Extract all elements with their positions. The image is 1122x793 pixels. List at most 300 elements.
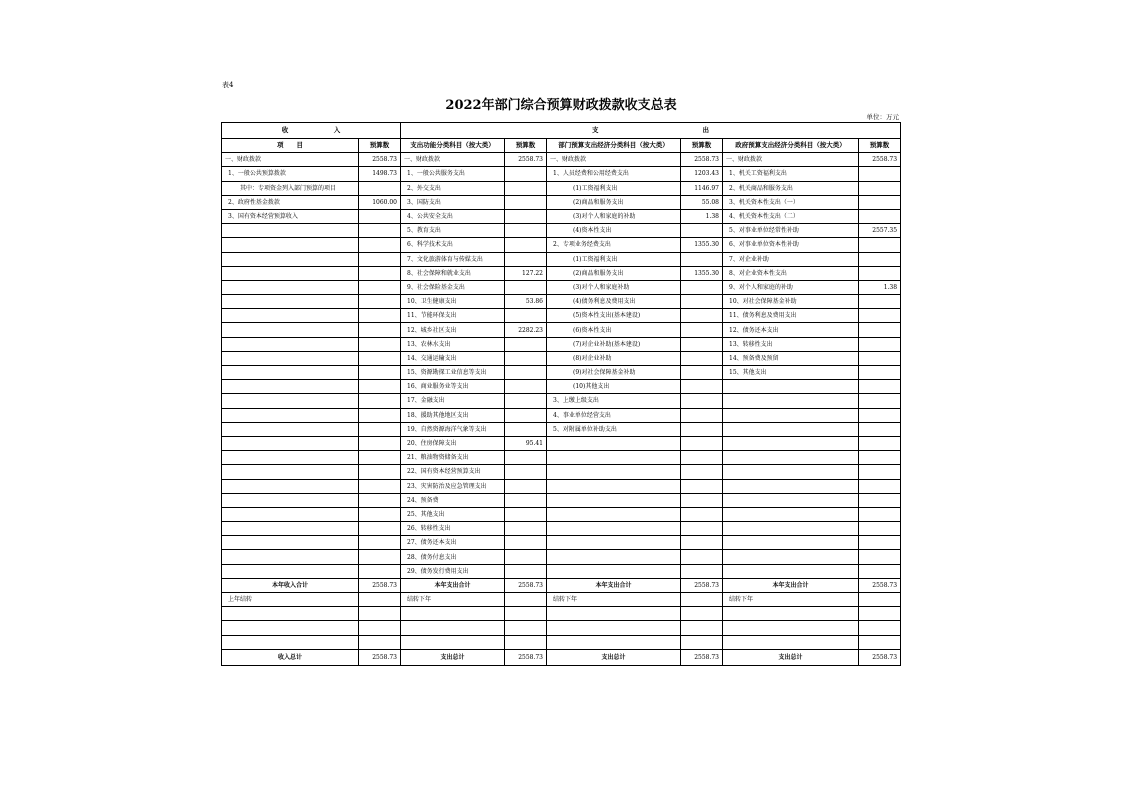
- budget-value-cell: [859, 564, 901, 578]
- budget-value-cell: [359, 522, 401, 536]
- budget-value-cell: [859, 522, 901, 536]
- budget-value-cell: [359, 507, 401, 521]
- empty-cell: [547, 621, 681, 635]
- budget-value-cell: 2558.73: [359, 578, 401, 592]
- budget-value-cell: [681, 479, 723, 493]
- item-name-cell: [723, 380, 859, 394]
- subtotal-row: [222, 578, 901, 592]
- item-name-cell: 支出总计: [401, 649, 505, 665]
- item-name-cell: 15、其他支出: [723, 366, 859, 380]
- item-name-cell: [723, 536, 859, 550]
- budget-value-cell: [859, 550, 901, 564]
- budget-value-cell: 95.41: [505, 436, 547, 450]
- budget-value-cell: [859, 479, 901, 493]
- blank-row: [222, 635, 901, 649]
- item-name-cell: 收入总计: [222, 649, 359, 665]
- item-name-cell: [222, 366, 359, 380]
- table-row: [222, 436, 901, 450]
- item-name-cell: (3)对个人和家庭的补助: [547, 209, 681, 223]
- budget-value-cell: [359, 351, 401, 365]
- item-name-cell: 17、金融支出: [401, 394, 505, 408]
- income-header: 收 入: [222, 123, 401, 139]
- budget-value-cell: [681, 422, 723, 436]
- item-name-cell: 7、文化旅游体育与传媒支出: [401, 252, 505, 266]
- item-name-cell: 25、其他支出: [401, 507, 505, 521]
- item-name-cell: 8、社会保障和就业支出: [401, 266, 505, 280]
- budget-value-cell: [359, 479, 401, 493]
- item-name-cell: (4)资本性支出: [547, 224, 681, 238]
- item-name-cell: [723, 522, 859, 536]
- budget-value-cell: [505, 451, 547, 465]
- item-name-cell: 3、机关资本性支出（一）: [723, 195, 859, 209]
- table-row: [222, 451, 901, 465]
- item-name-cell: 上年结转: [222, 593, 359, 607]
- budget-value-cell: [859, 593, 901, 607]
- table-row: [222, 309, 901, 323]
- blank-row: [222, 607, 901, 621]
- gov-econ-header: 政府预算支出经济分类科目（按大类）: [723, 139, 859, 153]
- budget-value-cell: 1146.97: [681, 181, 723, 195]
- func-header: 支出功能分类科目（按大类）: [401, 139, 505, 153]
- item-name-cell: 4、机关资本性支出（二）: [723, 209, 859, 223]
- item-name-cell: [547, 564, 681, 578]
- budget-value-cell: [859, 266, 901, 280]
- table-row: [222, 167, 901, 181]
- budget-value-cell: [859, 167, 901, 181]
- item-name-cell: [222, 422, 359, 436]
- item-name-cell: [222, 295, 359, 309]
- item-name-cell: [547, 479, 681, 493]
- budget-value-cell: 53.86: [505, 295, 547, 309]
- table-row: [222, 153, 901, 167]
- budget-value-cell: [681, 593, 723, 607]
- budget-value-cell: [859, 209, 901, 223]
- budget-value-cell: [359, 366, 401, 380]
- item-name-cell: 29、债务发行费用支出: [401, 564, 505, 578]
- item-name-cell: [547, 522, 681, 536]
- budget-value-cell: [859, 309, 901, 323]
- budget-value-cell: [505, 167, 547, 181]
- item-name-cell: 3、国有资本经营预算收入: [222, 209, 359, 223]
- item-name-cell: [547, 436, 681, 450]
- item-name-cell: (8)对企业补助: [547, 351, 681, 365]
- item-name-cell: 13、农林水支出: [401, 337, 505, 351]
- item-name-cell: [222, 238, 359, 252]
- budget-value-cell: [505, 593, 547, 607]
- empty-cell: [222, 635, 359, 649]
- budget-value-cell: [681, 323, 723, 337]
- item-name-cell: 一、财政拨款: [222, 153, 359, 167]
- budget-value-cell: [859, 507, 901, 521]
- budget-value-cell: [859, 366, 901, 380]
- budget-value-cell: [859, 238, 901, 252]
- item-name-cell: [723, 422, 859, 436]
- budget-value-cell: [505, 252, 547, 266]
- budget-value-cell: [359, 238, 401, 252]
- budget-value-cell: 2558.73: [681, 578, 723, 592]
- budget-value-cell: [359, 209, 401, 223]
- item-name-cell: [222, 465, 359, 479]
- item-name-cell: 9、社会保险基金支出: [401, 280, 505, 294]
- budget-header: 预算数: [505, 139, 547, 153]
- budget-table: [221, 122, 901, 666]
- budget-header: 预算数: [359, 139, 401, 153]
- budget-value-cell: [505, 394, 547, 408]
- budget-value-cell: 2558.73: [505, 649, 547, 665]
- item-name-cell: 5、对附属单位补助支出: [547, 422, 681, 436]
- budget-value-cell: [359, 564, 401, 578]
- table-row: [222, 266, 901, 280]
- empty-cell: [359, 607, 401, 621]
- budget-value-cell: [681, 252, 723, 266]
- item-name-cell: 4、事业单位经营支出: [547, 408, 681, 422]
- budget-value-cell: [859, 408, 901, 422]
- table-row: [222, 351, 901, 365]
- item-name-cell: 28、债务付息支出: [401, 550, 505, 564]
- budget-value-cell: [505, 522, 547, 536]
- empty-cell: [681, 621, 723, 635]
- item-name-cell: 3、上缴上级支出: [547, 394, 681, 408]
- table-row: [222, 224, 901, 238]
- budget-value-cell: 2558.73: [859, 153, 901, 167]
- budget-value-cell: [505, 309, 547, 323]
- empty-cell: [723, 635, 859, 649]
- item-name-cell: 27、债务还本支出: [401, 536, 505, 550]
- item-name-cell: [222, 337, 359, 351]
- item-name-cell: 1、一般公共服务支出: [401, 167, 505, 181]
- item-name-cell: [547, 493, 681, 507]
- item-name-cell: 本年支出合计: [401, 578, 505, 592]
- item-name-cell: 23、灾害防治及应急管理支出: [401, 479, 505, 493]
- item-name-cell: 7、对企业补助: [723, 252, 859, 266]
- item-name-cell: 11、债务利息及费用支出: [723, 309, 859, 323]
- item-name-cell: [222, 394, 359, 408]
- budget-value-cell: [359, 394, 401, 408]
- item-name-cell: 结转下年: [723, 593, 859, 607]
- budget-value-cell: 1498.73: [359, 167, 401, 181]
- item-name-cell: [723, 465, 859, 479]
- item-name-cell: [222, 436, 359, 450]
- unit-label: 单位：万元: [866, 113, 899, 121]
- item-name-cell: 一、财政拨款: [547, 153, 681, 167]
- budget-value-cell: [859, 252, 901, 266]
- item-name-cell: [723, 507, 859, 521]
- budget-value-cell: [681, 394, 723, 408]
- budget-value-cell: [359, 295, 401, 309]
- empty-cell: [401, 607, 505, 621]
- budget-value-cell: [681, 309, 723, 323]
- budget-value-cell: 127.22: [505, 266, 547, 280]
- budget-value-cell: [359, 550, 401, 564]
- table-row: [222, 195, 901, 209]
- budget-value-cell: [359, 436, 401, 450]
- item-name-cell: 6、对事业单位资本性补助: [723, 238, 859, 252]
- budget-value-cell: 1060.00: [359, 195, 401, 209]
- table-row: [222, 493, 901, 507]
- item-name-cell: 2、机关商品和服务支出: [723, 181, 859, 195]
- dept-econ-header: 部门预算支出经济分类科目（按大类）: [547, 139, 681, 153]
- item-name-cell: 1、机关工资福利支出: [723, 167, 859, 181]
- item-name-cell: 本年收入合计: [222, 578, 359, 592]
- item-name-cell: [222, 451, 359, 465]
- item-name-cell: [222, 224, 359, 238]
- item-name-cell: [723, 493, 859, 507]
- item-name-cell: [547, 451, 681, 465]
- item-name-cell: (9)对社会保障基金补助: [547, 366, 681, 380]
- table-row: [222, 507, 901, 521]
- budget-value-cell: [859, 380, 901, 394]
- item-name-cell: 18、援助其他地区支出: [401, 408, 505, 422]
- budget-value-cell: [359, 252, 401, 266]
- item-name-cell: [222, 564, 359, 578]
- budget-value-cell: [359, 380, 401, 394]
- item-name-cell: [723, 394, 859, 408]
- item-name-cell: [222, 536, 359, 550]
- item-name-cell: 6、科学技术支出: [401, 238, 505, 252]
- item-name-cell: 支出总计: [547, 649, 681, 665]
- budget-value-cell: [359, 536, 401, 550]
- budget-value-cell: [859, 493, 901, 507]
- grand-total-row: [222, 649, 901, 665]
- table-row: [222, 465, 901, 479]
- table-row: [222, 422, 901, 436]
- budget-value-cell: [681, 280, 723, 294]
- header-row-1: [222, 123, 901, 139]
- item-name-cell: (2)商品和服务支出: [547, 266, 681, 280]
- item-name-cell: 结转下年: [547, 593, 681, 607]
- budget-value-cell: 2558.73: [859, 578, 901, 592]
- item-name-cell: (1)工资福利支出: [547, 181, 681, 195]
- budget-value-cell: [681, 337, 723, 351]
- item-name-cell: [547, 465, 681, 479]
- budget-value-cell: [681, 465, 723, 479]
- budget-value-cell: 2282.23: [505, 323, 547, 337]
- budget-value-cell: 1203.43: [681, 167, 723, 181]
- budget-value-cell: [681, 507, 723, 521]
- item-name-cell: 结转下年: [401, 593, 505, 607]
- budget-value-cell: [505, 195, 547, 209]
- empty-cell: [723, 607, 859, 621]
- budget-value-cell: [505, 465, 547, 479]
- table-row: [222, 522, 901, 536]
- budget-value-cell: [505, 422, 547, 436]
- item-name-cell: [222, 280, 359, 294]
- item-header: 项 目: [222, 139, 359, 153]
- budget-value-cell: [505, 380, 547, 394]
- budget-value-cell: [859, 451, 901, 465]
- item-name-cell: 14、交通运输支出: [401, 351, 505, 365]
- budget-value-cell: [505, 366, 547, 380]
- carry-over-row: [222, 593, 901, 607]
- budget-value-cell: [505, 181, 547, 195]
- empty-cell: [723, 621, 859, 635]
- budget-value-cell: [505, 337, 547, 351]
- item-name-cell: 3、国防支出: [401, 195, 505, 209]
- item-name-cell: 16、商业服务业等支出: [401, 380, 505, 394]
- budget-value-cell: [859, 337, 901, 351]
- budget-value-cell: [859, 351, 901, 365]
- budget-value-cell: [359, 451, 401, 465]
- empty-cell: [401, 621, 505, 635]
- budget-value-cell: [505, 564, 547, 578]
- budget-value-cell: [505, 280, 547, 294]
- header-row-2: [222, 139, 901, 153]
- item-name-cell: [723, 479, 859, 493]
- budget-value-cell: [859, 422, 901, 436]
- empty-cell: [681, 635, 723, 649]
- budget-value-cell: [859, 323, 901, 337]
- item-name-cell: 5、对事业单位经常性补助: [723, 224, 859, 238]
- budget-value-cell: [859, 181, 901, 195]
- item-name-cell: 12、债务还本支出: [723, 323, 859, 337]
- item-name-cell: [547, 550, 681, 564]
- budget-value-cell: [359, 593, 401, 607]
- item-name-cell: [547, 507, 681, 521]
- table-row: [222, 181, 901, 195]
- budget-value-cell: [505, 479, 547, 493]
- budget-value-cell: [681, 224, 723, 238]
- budget-value-cell: [505, 536, 547, 550]
- item-name-cell: [723, 550, 859, 564]
- budget-value-cell: [359, 266, 401, 280]
- item-name-cell: 1、一般公共预算拨款: [222, 167, 359, 181]
- budget-value-cell: [681, 380, 723, 394]
- item-name-cell: (7)对企业补助(基本建设): [547, 337, 681, 351]
- item-name-cell: 本年支出合计: [547, 578, 681, 592]
- item-name-cell: 1、人员经费和公用经费支出: [547, 167, 681, 181]
- budget-value-cell: [681, 295, 723, 309]
- budget-value-cell: 2558.73: [359, 153, 401, 167]
- budget-value-cell: 1355.30: [681, 266, 723, 280]
- budget-value-cell: [681, 493, 723, 507]
- budget-value-cell: [359, 224, 401, 238]
- item-name-cell: (10)其他支出: [547, 380, 681, 394]
- item-name-cell: 22、国有资本经营预算支出: [401, 465, 505, 479]
- table-row: [222, 252, 901, 266]
- item-name-cell: 5、教育支出: [401, 224, 505, 238]
- budget-value-cell: [505, 209, 547, 223]
- budget-header: 预算数: [681, 139, 723, 153]
- item-name-cell: (5)资本性支出(基本建设): [547, 309, 681, 323]
- empty-cell: [359, 621, 401, 635]
- item-name-cell: 一、财政拨款: [723, 153, 859, 167]
- budget-value-cell: 2558.73: [359, 649, 401, 665]
- item-name-cell: [222, 351, 359, 365]
- budget-value-cell: [505, 507, 547, 521]
- table-row: [222, 295, 901, 309]
- table-row: [222, 536, 901, 550]
- item-name-cell: 其中：专项资金列入部门预算的项目: [222, 181, 359, 195]
- budget-value-cell: 2558.73: [505, 153, 547, 167]
- empty-cell: [681, 607, 723, 621]
- item-name-cell: 21、粮油物资储备支出: [401, 451, 505, 465]
- item-name-cell: [222, 493, 359, 507]
- item-name-cell: 4、公共安全支出: [401, 209, 505, 223]
- item-name-cell: [222, 323, 359, 337]
- expense-header: 支 出: [401, 123, 901, 139]
- blank-row: [222, 621, 901, 635]
- budget-value-cell: [859, 465, 901, 479]
- table-row: [222, 550, 901, 564]
- item-name-cell: [222, 266, 359, 280]
- budget-value-cell: [359, 309, 401, 323]
- item-name-cell: (3)对个人和家庭补助: [547, 280, 681, 294]
- budget-value-cell: [505, 550, 547, 564]
- budget-value-cell: [359, 337, 401, 351]
- budget-value-cell: [359, 408, 401, 422]
- empty-cell: [401, 635, 505, 649]
- budget-value-cell: [859, 436, 901, 450]
- budget-value-cell: 55.08: [681, 195, 723, 209]
- table-row: [222, 394, 901, 408]
- item-name-cell: [723, 408, 859, 422]
- budget-value-cell: [859, 195, 901, 209]
- item-name-cell: 19、自然资源海洋气象等支出: [401, 422, 505, 436]
- empty-cell: [222, 607, 359, 621]
- empty-cell: [505, 635, 547, 649]
- budget-value-cell: 1.38: [681, 209, 723, 223]
- item-name-cell: 2、外交支出: [401, 181, 505, 195]
- item-name-cell: (6)资本性支出: [547, 323, 681, 337]
- budget-value-cell: [359, 493, 401, 507]
- item-name-cell: [222, 408, 359, 422]
- item-name-cell: 15、资源勘探工业信息等支出: [401, 366, 505, 380]
- item-name-cell: 支出总计: [723, 649, 859, 665]
- item-name-cell: 本年支出合计: [723, 578, 859, 592]
- table-row: [222, 209, 901, 223]
- budget-value-cell: [505, 493, 547, 507]
- table-row: [222, 479, 901, 493]
- budget-value-cell: [681, 351, 723, 365]
- budget-value-cell: [359, 181, 401, 195]
- empty-cell: [547, 607, 681, 621]
- item-name-cell: [222, 507, 359, 521]
- empty-cell: [505, 607, 547, 621]
- table-row: [222, 337, 901, 351]
- item-name-cell: [222, 380, 359, 394]
- item-name-cell: 2、政府性基金拨款: [222, 195, 359, 209]
- budget-value-cell: [681, 536, 723, 550]
- budget-value-cell: 2558.73: [681, 153, 723, 167]
- budget-value-cell: [505, 238, 547, 252]
- item-name-cell: 9、对个人和家庭的补助: [723, 280, 859, 294]
- budget-value-cell: 2558.73: [859, 649, 901, 665]
- budget-value-cell: [505, 408, 547, 422]
- item-name-cell: [723, 436, 859, 450]
- budget-value-cell: [859, 295, 901, 309]
- item-name-cell: 10、对社会保障基金补助: [723, 295, 859, 309]
- item-name-cell: [723, 451, 859, 465]
- table-row: [222, 238, 901, 252]
- item-name-cell: (4)债务利息及费用支出: [547, 295, 681, 309]
- item-name-cell: [222, 479, 359, 493]
- budget-value-cell: [681, 550, 723, 564]
- item-name-cell: 13、转移性支出: [723, 337, 859, 351]
- budget-value-cell: 1355.30: [681, 238, 723, 252]
- table-row: [222, 280, 901, 294]
- budget-value-cell: [359, 465, 401, 479]
- budget-value-cell: 2557.35: [859, 224, 901, 238]
- budget-header: 预算数: [859, 139, 901, 153]
- item-name-cell: 12、城乡社区支出: [401, 323, 505, 337]
- budget-value-cell: 1.38: [859, 280, 901, 294]
- budget-value-cell: [359, 422, 401, 436]
- empty-cell: [859, 635, 901, 649]
- budget-value-cell: [859, 394, 901, 408]
- table-row: [222, 408, 901, 422]
- item-name-cell: 2、专项业务经费支出: [547, 238, 681, 252]
- budget-value-cell: [681, 451, 723, 465]
